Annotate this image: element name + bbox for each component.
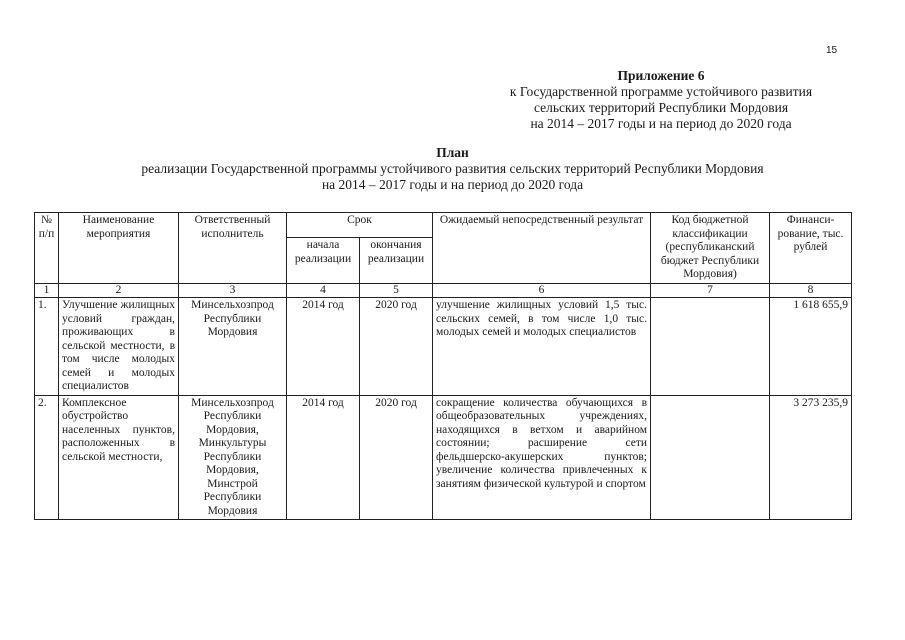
- row-executor: Минсельхозпрод Республики Мордовия: [179, 298, 287, 396]
- header-result: Ожидаемый непосредственный результат: [433, 213, 651, 284]
- plan-subtitle-line: на 2014 – 2017 годы и на период до 2020 года: [321, 177, 584, 192]
- row-result: улучшение жилищных условий 1,5 тыс. сельских семей, в том числе 1,0 тыс. молодых семей и молодых специалистов: [433, 298, 651, 396]
- appendix-title: Приложение 6: [617, 68, 705, 83]
- column-number: 8: [770, 283, 852, 298]
- row-budget-code: [651, 395, 770, 520]
- header-financing: Финанси-рование, тыс. рублей: [770, 213, 852, 284]
- column-number: 3: [179, 283, 287, 298]
- table-row: [35, 298, 852, 396]
- header-start: начала реализации: [287, 238, 360, 283]
- header-executor: Ответственный исполнитель: [179, 213, 287, 284]
- header-num: № п/п: [35, 213, 59, 284]
- row-start: 2014 год: [287, 395, 360, 520]
- row-num: 2.: [35, 395, 59, 520]
- column-number: 7: [651, 283, 770, 298]
- plan-subtitle-line: реализации Государственной программы устойчивого развития сельских территорий Республики Мордовия: [141, 161, 764, 176]
- column-number: 5: [360, 283, 433, 298]
- appendix-block: [461, 68, 861, 132]
- plan-heading: [0, 145, 905, 193]
- row-name: Комплексное обустройство населенных пунктов, расположенных в сельской местности,: [59, 395, 179, 520]
- plan-title: План: [436, 145, 469, 160]
- header-term: Срок: [287, 213, 433, 238]
- column-number: 2: [59, 283, 179, 298]
- appendix-line: на 2014 – 2017 годы и на период до 2020 года: [530, 116, 792, 131]
- row-budget-code: [651, 298, 770, 396]
- header-end: окончания реализации: [360, 238, 433, 283]
- column-number: 6: [433, 283, 651, 298]
- appendix-line: сельских территорий Республики Мордовия: [533, 100, 789, 115]
- row-end: 2020 год: [360, 395, 433, 520]
- header-budget-code: Код бюджетной классификации (республиканский бюджет Республики Мордовия): [651, 213, 770, 284]
- page-number: 15: [826, 45, 838, 56]
- row-financing: 3 273 235,9: [770, 395, 852, 520]
- row-name: Улучшение жилищных условий граждан, проживающих в сельской местности, в том числе молодых семей и молодых специалистов: [59, 298, 179, 396]
- row-num: 1.: [35, 298, 59, 396]
- row-executor: Минсельхозпрод Республики Мордовия, Минкультуры Республики Мордовия, Минстрой Республики Мордовия: [179, 395, 287, 520]
- row-financing: 1 618 655,9: [770, 298, 852, 396]
- appendix-line: к Государственной программе устойчивого развития: [509, 84, 813, 99]
- plan-table: [34, 212, 852, 520]
- row-end: 2020 год: [360, 298, 433, 396]
- table-row: [35, 395, 852, 520]
- column-number: 4: [287, 283, 360, 298]
- header-name: Наименование мероприятия: [59, 213, 179, 284]
- column-number: 1: [35, 283, 59, 298]
- row-result: сокращение количества обучающихся в общеобразовательных учреждениях, находящихся в ветхом и аварийном состоянии; расширение сети фельдшерско-акушерских пунктов; увеличение количества привлеченных к занятиям физической культурой и спортом: [433, 395, 651, 520]
- column-number-row: [35, 283, 852, 298]
- row-start: 2014 год: [287, 298, 360, 396]
